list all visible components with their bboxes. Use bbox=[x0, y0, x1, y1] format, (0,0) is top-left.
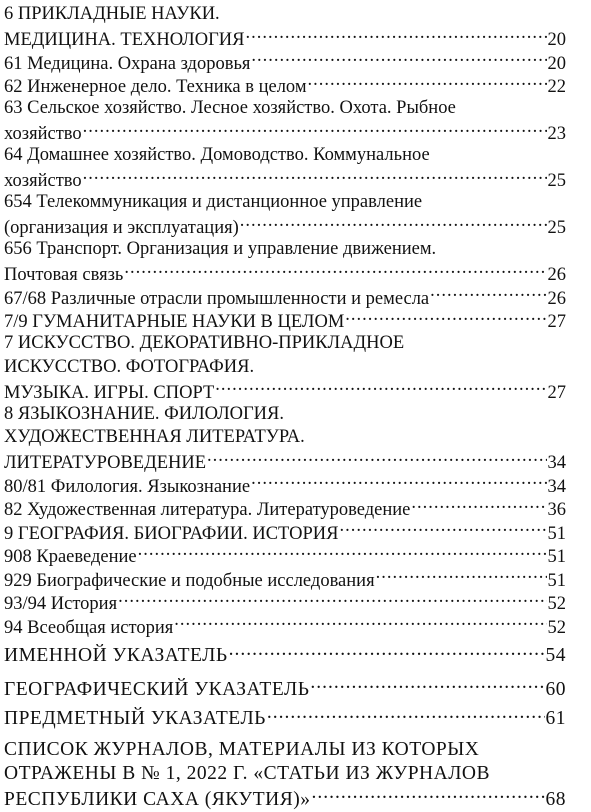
page-number: 68 bbox=[545, 788, 566, 810]
toc-entry[interactable] bbox=[4, 144, 566, 191]
page-number: 51 bbox=[547, 570, 566, 591]
page-number: 26 bbox=[547, 288, 566, 309]
toc-entry-title: хозяйство bbox=[4, 171, 82, 191]
toc-entry-title: МУЗЫКА. ИГРЫ. СПОРТ bbox=[4, 382, 215, 403]
toc-entry[interactable] bbox=[4, 497, 566, 521]
toc-entry[interactable] bbox=[4, 642, 566, 666]
toc-entry[interactable] bbox=[4, 591, 566, 615]
toc-entry[interactable] bbox=[4, 97, 566, 144]
page-number: 60 bbox=[545, 678, 566, 700]
dot-leader bbox=[430, 285, 546, 304]
page-number: 25 bbox=[547, 218, 566, 238]
page-number: 27 bbox=[547, 312, 566, 332]
dot-leader bbox=[229, 642, 545, 662]
toc-entry-title: 6 ПРИКЛАДНЫЕ НАУКИ. bbox=[4, 4, 220, 24]
page-number: 26 bbox=[547, 265, 566, 285]
toc-entry-title: хозяйство bbox=[4, 124, 82, 144]
page-number: 20 bbox=[547, 30, 566, 50]
toc-entry-title: 67/68 Различные отрасли промышленности и ремесла bbox=[4, 288, 430, 309]
toc-entry[interactable] bbox=[4, 332, 566, 403]
dot-leader bbox=[118, 591, 546, 610]
page-number: 36 bbox=[547, 500, 566, 520]
dot-leader bbox=[138, 544, 547, 563]
toc-entry-title: 82 Художественная литература. Литературоведение bbox=[4, 500, 411, 520]
toc-entry-title: ОТРАЖЕНЫ В № 1, 2022 Г. «СТАТЬИ ИЗ ЖУРНАЛОВ bbox=[4, 762, 491, 784]
dot-leader bbox=[251, 50, 546, 69]
toc-entry-title: 63 Сельское хозяйство. Лесное хозяйство. Охота. Рыбное bbox=[4, 98, 456, 118]
toc-entry[interactable] bbox=[4, 567, 566, 591]
dot-leader bbox=[215, 379, 546, 398]
page-number: 25 bbox=[547, 171, 566, 191]
toc-entry[interactable] bbox=[4, 3, 566, 50]
toc-entry-title: СПИСОК ЖУРНАЛОВ, МАТЕРИАЛЫ ИЗ КОТОРЫХ bbox=[4, 739, 480, 760]
toc-entry[interactable] bbox=[4, 50, 566, 74]
dot-leader bbox=[376, 567, 547, 586]
dot-leader bbox=[411, 497, 546, 516]
toc-entry-title: 654 Телекоммуникация и дистанционное управление bbox=[4, 192, 423, 212]
dot-leader bbox=[251, 473, 546, 492]
toc-entry-title: РЕСПУБЛИКИ САХА (ЯКУТИЯ)» bbox=[4, 788, 311, 810]
toc-entry-title: 64 Домашнее хозяйство. Домоводство. Коммунальное bbox=[4, 145, 430, 165]
page-number: 23 bbox=[547, 124, 566, 144]
toc-entry-title: 9 ГЕОГРАФИЯ. БИОГРАФИИ. ИСТОРИЯ bbox=[4, 523, 339, 544]
page-number: 27 bbox=[547, 382, 566, 403]
toc-entry-title: ХУДОЖЕСТВЕННАЯ ЛИТЕРАТУРА. bbox=[4, 427, 305, 447]
toc-entry[interactable] bbox=[4, 473, 566, 497]
page-number: 20 bbox=[547, 53, 566, 74]
toc-entry-title: 93/94 История bbox=[4, 594, 118, 614]
dot-leader bbox=[124, 262, 546, 281]
toc-entry[interactable] bbox=[4, 309, 566, 333]
dot-leader bbox=[308, 74, 547, 93]
toc-entry-title: ЛИТЕРАТУРОВЕДЕНИЕ bbox=[4, 453, 207, 473]
toc-entry-title: 80/81 Филология. Языкознание bbox=[4, 476, 251, 497]
toc-entry-title: 656 Транспорт. Организация и управление движением. bbox=[4, 239, 437, 259]
toc-entry-title: 8 ЯЗЫКОЗНАНИЕ. ФИЛОЛОГИЯ. bbox=[4, 403, 285, 424]
toc-entry[interactable] bbox=[4, 285, 566, 309]
page-number: 22 bbox=[547, 77, 566, 97]
toc-entry[interactable] bbox=[4, 705, 566, 729]
toc-entry[interactable] bbox=[4, 191, 566, 238]
toc-entry-title: МЕДИЦИНА. ТЕХНОЛОГИЯ bbox=[4, 30, 245, 50]
toc-entry-title: ПРЕДМЕТНЫЙ УКАЗАТЕЛЬ bbox=[4, 708, 266, 729]
toc-entry-title: ИСКУССТВО. ФОТОГРАФИЯ. bbox=[4, 356, 255, 377]
toc-entry-title: 7/9 ГУМАНИТАРНЫЕ НАУКИ В ЦЕЛОМ bbox=[4, 312, 345, 332]
page-number: 61 bbox=[545, 708, 566, 729]
dot-leader bbox=[310, 675, 544, 695]
page-number: 34 bbox=[547, 453, 566, 473]
dot-leader bbox=[267, 705, 545, 725]
toc-entry-title: ГЕОГРАФИЧЕСКИЙ УКАЗАТЕЛЬ bbox=[4, 678, 310, 700]
toc-entry[interactable] bbox=[4, 74, 566, 98]
toc-entry[interactable] bbox=[4, 738, 566, 809]
table-of-contents bbox=[4, 3, 566, 809]
toc-entry-title: ИМЕННОЙ УКАЗАТЕЛЬ bbox=[4, 645, 228, 666]
dot-leader bbox=[240, 215, 547, 234]
toc-entry-title: 94 Всеобщая история bbox=[4, 617, 174, 638]
page-number: 51 bbox=[547, 523, 566, 544]
dot-leader bbox=[245, 27, 546, 46]
dot-leader bbox=[311, 785, 544, 805]
toc-entry-title: (организация и эксплуатация) bbox=[4, 218, 239, 238]
toc-entry-title: 62 Инженерное дело. Техника в целом bbox=[4, 77, 307, 97]
dot-leader bbox=[345, 309, 546, 328]
page-number: 52 bbox=[547, 617, 566, 638]
dot-leader bbox=[83, 168, 547, 187]
dot-leader bbox=[174, 614, 546, 633]
toc-entry-title: Почтовая связь bbox=[4, 265, 124, 285]
page-number: 54 bbox=[545, 645, 566, 666]
toc-entry[interactable] bbox=[4, 544, 566, 568]
toc-entry[interactable] bbox=[4, 614, 566, 638]
toc-entry[interactable] bbox=[4, 238, 566, 285]
page-number: 52 bbox=[547, 594, 566, 614]
toc-entry-title: 7 ИСКУССТВО. ДЕКОРАТИВНО-ПРИКЛАДНОЕ bbox=[4, 333, 405, 353]
toc-entry[interactable] bbox=[4, 675, 566, 699]
toc-entry[interactable] bbox=[4, 520, 566, 544]
dot-leader bbox=[207, 450, 546, 469]
page-number: 34 bbox=[547, 476, 566, 497]
dot-leader bbox=[83, 121, 547, 140]
toc-entry-title: 908 Краеведение bbox=[4, 547, 137, 567]
toc-entry-title: 929 Биографические и подобные исследования bbox=[4, 570, 375, 591]
dot-leader bbox=[339, 520, 546, 539]
toc-entry-title: 61 Медицина. Охрана здоровья bbox=[4, 53, 251, 74]
toc-entry[interactable] bbox=[4, 403, 566, 474]
page-number: 51 bbox=[547, 547, 566, 567]
